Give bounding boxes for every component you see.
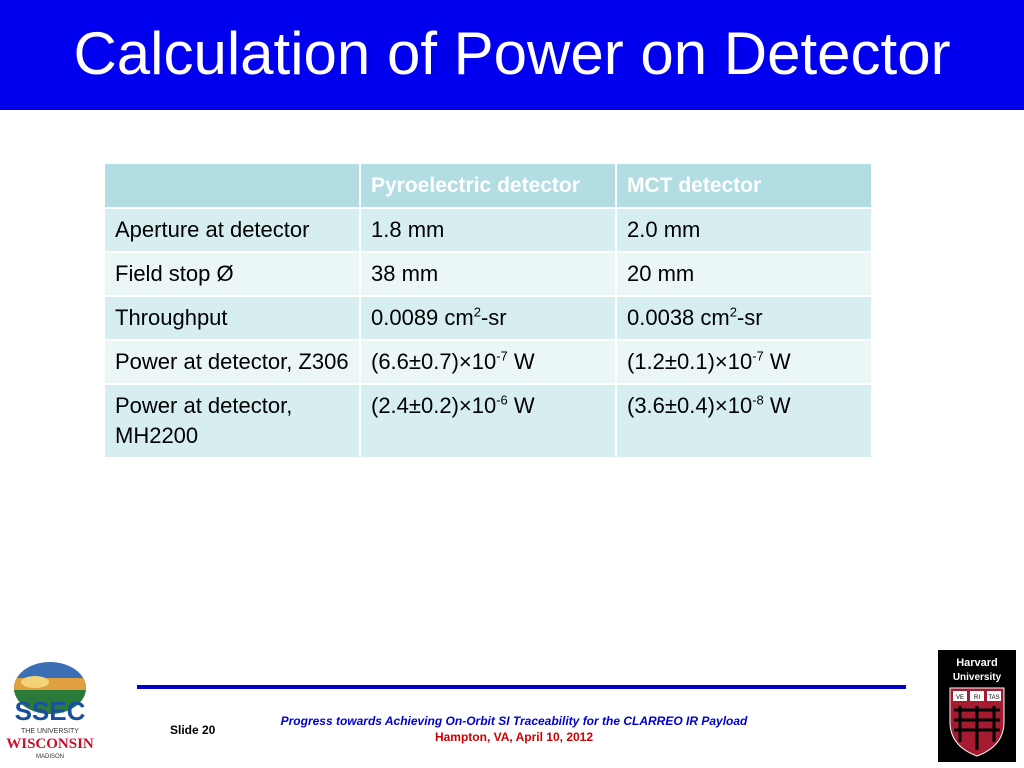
- ssec-logo-name: SSEC: [14, 696, 86, 726]
- row-label: Field stop Ø: [104, 252, 360, 296]
- mct-cell: 2.0 mm: [616, 208, 872, 252]
- unit-text: -sr: [480, 305, 507, 330]
- harvard-logo: [938, 650, 1016, 762]
- harvard-motto-2: RI: [974, 695, 980, 701]
- ssec-logo-sub1: THE UNIVERSITY: [21, 728, 79, 735]
- slide-title: Calculation of Power on Detector: [73, 20, 951, 87]
- footer-location-date: Hampton, VA, April 10, 2012: [434, 730, 594, 744]
- table-row-power-mh2200: [104, 384, 872, 458]
- footer-text: [244, 713, 784, 745]
- row-label: Throughput: [104, 296, 360, 340]
- exponent: -8: [752, 392, 764, 408]
- unit-text: W: [507, 349, 535, 374]
- ssec-logo-sub2: WISCONSIN: [6, 736, 94, 752]
- value-text: 0.0089 cm: [371, 305, 474, 330]
- value-text: (1.2±0.1)×10: [627, 349, 753, 374]
- row-label: Power at detector, MH2200: [104, 384, 360, 458]
- unit-text: W: [507, 393, 535, 418]
- pyro-cell: 38 mm: [360, 252, 616, 296]
- table-row-field-stop: [104, 252, 872, 296]
- footer-divider: [137, 685, 906, 689]
- table-row-aperture: [104, 208, 872, 252]
- value-text: (2.4±0.2)×10: [371, 393, 497, 418]
- harvard-logo-line2: University: [952, 672, 1002, 683]
- exponent: -7: [752, 348, 764, 364]
- value-text: (6.6±0.7)×10: [371, 349, 497, 374]
- harvard-logo-line1: Harvard: [956, 657, 998, 669]
- value-text: (3.6±0.4)×10: [627, 393, 753, 418]
- value-text: 0.0038 cm: [627, 305, 730, 330]
- slide-number: Slide 20: [170, 723, 216, 737]
- footer-title: Progress towards Achieving On-Orbit SI Traceability for the CLARREO IR Payload: [280, 714, 748, 728]
- exponent: 2: [729, 304, 737, 320]
- table-header-row: [104, 163, 872, 208]
- row-label: Aperture at detector: [104, 208, 360, 252]
- unit-text: -sr: [736, 305, 763, 330]
- ssec-logo-sub3: MADISON: [35, 754, 65, 760]
- harvard-motto-3: TAS: [988, 695, 1000, 701]
- pyro-cell: [360, 384, 616, 458]
- table-row-power-z306: [104, 340, 872, 384]
- exponent: -7: [496, 348, 508, 364]
- mct-cell: 20 mm: [616, 252, 872, 296]
- header-cell-empty: [104, 163, 360, 208]
- mct-cell: [616, 384, 872, 458]
- header-cell-mct: MCT detector: [616, 163, 872, 208]
- pyro-cell: 1.8 mm: [360, 208, 616, 252]
- detector-table: [103, 162, 873, 459]
- mct-cell: [616, 340, 872, 384]
- unit-text: W: [763, 349, 791, 374]
- title-bar: [0, 0, 1024, 110]
- harvard-motto-1: VE: [955, 695, 965, 701]
- header-cell-pyroelectric: Pyroelectric detector: [360, 163, 616, 208]
- exponent: -6: [496, 392, 508, 408]
- mct-cell: [616, 296, 872, 340]
- ssec-logo: [5, 660, 95, 762]
- pyro-cell: [360, 296, 616, 340]
- row-label: Power at detector, Z306: [104, 340, 360, 384]
- exponent: 2: [473, 304, 481, 320]
- unit-text: W: [763, 393, 791, 418]
- table-row-throughput: [104, 296, 872, 340]
- pyro-cell: [360, 340, 616, 384]
